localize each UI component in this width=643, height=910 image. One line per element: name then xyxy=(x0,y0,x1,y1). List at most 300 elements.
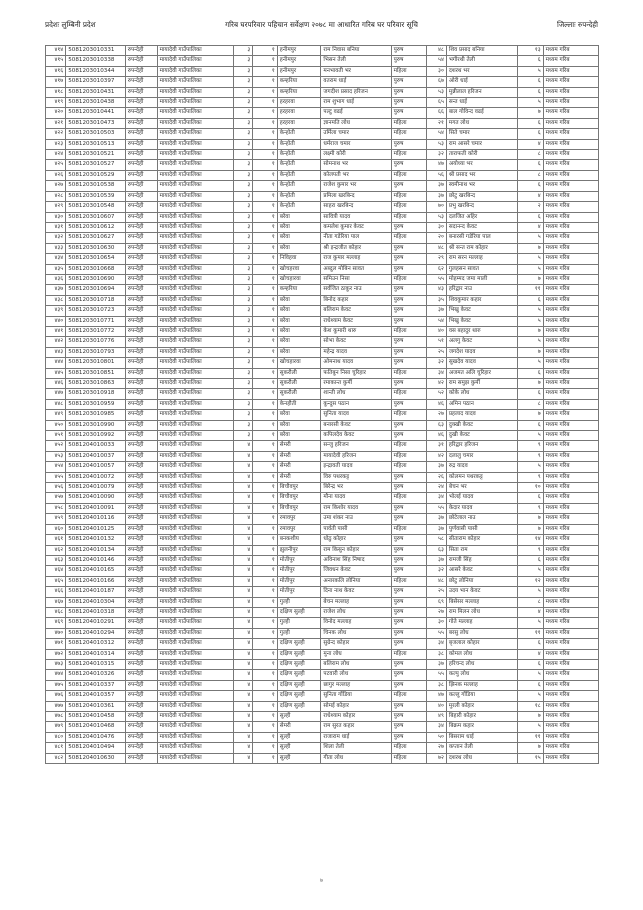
ward-cell: ३ xyxy=(234,389,253,399)
poverty-category-cell: मध्यम गरिब xyxy=(543,87,598,97)
serial-number-cell: ४७२ xyxy=(46,649,66,659)
document-title: गरिब घरपरिवार पहिचान सर्वेक्षण २०७८ मा आधारित गरिब घर परिवार सूचि xyxy=(225,20,418,29)
table-row xyxy=(46,77,599,87)
serial-number-cell: ४६६ xyxy=(46,587,66,597)
serial-number-cell: ४४२ xyxy=(46,337,66,347)
table-row xyxy=(46,222,599,232)
household-id-cell: 5081204010312 xyxy=(66,639,126,649)
village-cell: बरेवा xyxy=(277,316,321,326)
household-id-cell: 5081204010125 xyxy=(66,524,126,534)
sub-ward-cell: १ xyxy=(253,524,277,534)
municipality-cell: मायादेवी गाउँपालिका xyxy=(157,420,234,430)
municipality-cell: मायादेवी गाउँपालिका xyxy=(157,306,234,316)
family-size-cell: ७ xyxy=(518,326,544,336)
municipality-cell: मायादेवी गाउँपालिका xyxy=(157,108,234,118)
household-id-cell: 5081204010033 xyxy=(66,441,126,451)
municipality-cell: मायादेवी गाउँपालिका xyxy=(157,670,234,680)
district-cell: रुपन्देही xyxy=(125,98,157,108)
serial-number-cell: ४८० xyxy=(46,732,66,742)
ward-cell: ४ xyxy=(234,649,253,659)
household-id-cell: 5081203010338 xyxy=(66,56,126,66)
ward-cell: ३ xyxy=(234,129,253,139)
ward-cell: ४ xyxy=(234,503,253,513)
poverty-category-cell: मध्यम गरिब xyxy=(543,607,598,617)
ward-cell: ४ xyxy=(234,680,253,690)
head-name-cell: लक्ष्मी कोरी xyxy=(321,150,391,160)
table-row xyxy=(46,212,599,222)
family-size-cell: ७ xyxy=(518,108,544,118)
district-cell: रुपन्देही xyxy=(125,56,157,66)
ward-cell: ३ xyxy=(234,274,253,284)
gender-cell: महिला xyxy=(391,410,426,420)
province-label: प्रदेशः लुम्बिनी प्रदेश xyxy=(45,20,96,29)
gender-cell: पुरुष xyxy=(391,639,426,649)
family-size-cell: ९ xyxy=(518,451,544,461)
household-id-cell: 5081203010612 xyxy=(66,222,126,232)
head-name-cell: इन्द्रावती यादव xyxy=(321,462,391,472)
serial-number-cell: ४६४ xyxy=(46,566,66,576)
household-id-cell: 5081203010521 xyxy=(66,150,126,160)
serial-number-cell: ४७९ xyxy=(46,722,66,732)
serial-number-cell: ४७७ xyxy=(46,701,66,711)
age-cell: २० xyxy=(426,233,446,243)
ward-cell: ४ xyxy=(234,732,253,742)
age-cell: ६९ xyxy=(426,597,446,607)
sub-ward-cell: १ xyxy=(253,493,277,503)
age-cell: ३७ xyxy=(426,191,446,201)
gender-cell: पुरुष xyxy=(391,420,426,430)
household-id-cell: 5081204010166 xyxy=(66,576,126,586)
poverty-category-cell: मध्यम गरिब xyxy=(543,743,598,753)
gender-cell: पुरुष xyxy=(391,108,426,118)
guardian-name-cell: भगीरथी तेली xyxy=(446,56,517,66)
poverty-category-cell: मध्यम गरिब xyxy=(543,295,598,305)
poverty-category-cell: मध्यम गरिब xyxy=(543,150,598,160)
village-cell: मोतीपुर xyxy=(277,566,321,576)
village-cell: सुल्ही xyxy=(277,732,321,742)
guardian-name-cell: बिसराम धाई xyxy=(446,732,517,742)
gender-cell: महिला xyxy=(391,274,426,284)
gender-cell: पुरुष xyxy=(391,555,426,565)
table-row xyxy=(46,181,599,191)
serial-number-cell: ४३६ xyxy=(46,274,66,284)
poverty-category-cell: मध्यम गरिब xyxy=(543,56,598,66)
gender-cell: पुरुष xyxy=(391,46,426,56)
poverty-category-cell: मध्यम गरिब xyxy=(543,77,598,87)
family-size-cell: ५ xyxy=(518,431,544,441)
table-row xyxy=(46,46,599,56)
head-name-cell: ज्ञानमति लोध xyxy=(321,118,391,128)
district-cell: रुपन्देही xyxy=(125,87,157,97)
gender-cell: पुरुष xyxy=(391,514,426,524)
village-cell: केन्होती xyxy=(277,170,321,180)
household-id-cell: 5081204010079 xyxy=(66,483,126,493)
age-cell: ५० xyxy=(426,732,446,742)
ward-cell: ४ xyxy=(234,618,253,628)
municipality-cell: मायादेवी गाउँपालिका xyxy=(157,462,234,472)
district-cell: रुपन्देही xyxy=(125,285,157,295)
poverty-category-cell: मध्यम गरिब xyxy=(543,264,598,274)
sub-ward-cell: १ xyxy=(253,66,277,76)
age-cell: ५५ xyxy=(426,628,446,638)
ward-cell: ३ xyxy=(234,108,253,118)
ward-cell: ४ xyxy=(234,670,253,680)
sub-ward-cell: १ xyxy=(253,483,277,493)
table-row xyxy=(46,129,599,139)
household-id-cell: 5081203010776 xyxy=(66,337,126,347)
table-row xyxy=(46,274,599,284)
table-row xyxy=(46,56,599,66)
ward-cell: ४ xyxy=(234,607,253,617)
age-cell: ४९ xyxy=(426,712,446,722)
table-row xyxy=(46,233,599,243)
village-cell: हरहरवा xyxy=(277,118,321,128)
gender-cell: पुरुष xyxy=(391,659,426,669)
ward-cell: ४ xyxy=(234,639,253,649)
gender-cell: पुरुष xyxy=(391,139,426,149)
poverty-category-cell: मध्यम गरिब xyxy=(543,233,598,243)
poverty-category-cell: मध्यम गरिब xyxy=(543,514,598,524)
household-id-cell: 5081204010294 xyxy=(66,628,126,638)
serial-number-cell: ४५९ xyxy=(46,514,66,524)
head-name-cell: उमा शंकर नाउ xyxy=(321,514,391,524)
sub-ward-cell: १ xyxy=(253,358,277,368)
age-cell: ३४ xyxy=(426,368,446,378)
head-name-cell: समिउन निसा xyxy=(321,274,391,284)
ward-cell: ३ xyxy=(234,316,253,326)
district-cell: रुपन्देही xyxy=(125,316,157,326)
guardian-name-cell: भोलई यादव xyxy=(446,493,517,503)
gender-cell: पुरुष xyxy=(391,431,426,441)
family-size-cell: १८ xyxy=(518,701,544,711)
serial-number-cell: ४२२ xyxy=(46,129,66,139)
household-id-cell: 5081204010337 xyxy=(66,680,126,690)
poverty-category-cell: मध्यम गरिब xyxy=(543,243,598,253)
sub-ward-cell: १ xyxy=(253,233,277,243)
serial-number-cell: ४७८ xyxy=(46,712,66,722)
sub-ward-cell: १ xyxy=(253,243,277,253)
municipality-cell: मायादेवी गाउँपालिका xyxy=(157,46,234,56)
district-cell: रुपन्देही xyxy=(125,108,157,118)
gender-cell: पुरुष xyxy=(391,472,426,482)
age-cell: ५१ xyxy=(426,337,446,347)
head-name-cell: उर्मिला चमार xyxy=(321,129,391,139)
serial-number-cell: ४२३ xyxy=(46,139,66,149)
table-row xyxy=(46,462,599,472)
guardian-name-cell: केदार यादव xyxy=(446,503,517,513)
serial-number-cell: ४४९ xyxy=(46,410,66,420)
head-name-cell: अविनाश सिंह निषाद xyxy=(321,555,391,565)
district-cell: रुपन्देही xyxy=(125,274,157,284)
gender-cell: पुरुष xyxy=(391,347,426,357)
poverty-category-cell: मध्यम गरिब xyxy=(543,555,598,565)
village-cell: दक्षिण सुल्ही xyxy=(277,607,321,617)
head-name-cell: सोमई कोहार xyxy=(321,701,391,711)
ward-cell: ४ xyxy=(234,576,253,586)
household-id-cell: 5081203010801 xyxy=(66,358,126,368)
district-cell: रुपन्देही xyxy=(125,212,157,222)
table-body xyxy=(46,46,599,764)
household-id-cell: 5081203010548 xyxy=(66,202,126,212)
municipality-cell: मायादेवी गाउँपालिका xyxy=(157,181,234,191)
age-cell: ३८ xyxy=(426,649,446,659)
gender-cell: पुरुष xyxy=(391,618,426,628)
household-id-cell: 5081204010057 xyxy=(66,462,126,472)
poverty-category-cell: मध्यम गरिब xyxy=(543,347,598,357)
sub-ward-cell: १ xyxy=(253,212,277,222)
serial-number-cell: ४७० xyxy=(46,628,66,638)
head-name-cell: फतिबुन निसा चुरिहार xyxy=(321,368,391,378)
age-cell: ३७ xyxy=(426,306,446,316)
household-id-cell: 5081203010607 xyxy=(66,212,126,222)
poverty-category-cell: मध्यम गरिब xyxy=(543,337,598,347)
sub-ward-cell: १ xyxy=(253,202,277,212)
village-cell: सुकरौली xyxy=(277,368,321,378)
age-cell: ३७ xyxy=(426,659,446,669)
guardian-name-cell: दशरथ भर xyxy=(446,66,517,76)
sub-ward-cell: १ xyxy=(253,118,277,128)
gender-cell: पुरुष xyxy=(391,285,426,295)
village-cell: केनहौती xyxy=(277,399,321,409)
municipality-cell: मायादेवी गाउँपालिका xyxy=(157,566,234,576)
age-cell: ४६ xyxy=(426,399,446,409)
family-size-cell: ५ xyxy=(518,618,544,628)
household-id-cell: 5081203010654 xyxy=(66,254,126,264)
municipality-cell: मायादेवी गाउँपालिका xyxy=(157,545,234,555)
ward-cell: ३ xyxy=(234,98,253,108)
family-size-cell: २ xyxy=(518,202,544,212)
district-cell: रुपन्देही xyxy=(125,399,157,409)
serial-number-cell: ४३१ xyxy=(46,222,66,232)
head-name-cell: बलिराम केवट xyxy=(321,306,391,316)
age-cell: ४६ xyxy=(426,431,446,441)
village-cell: सुकरौली xyxy=(277,379,321,389)
district-cell: रुपन्देही xyxy=(125,420,157,430)
municipality-cell: मायादेवी गाउँपालिका xyxy=(157,129,234,139)
family-size-cell: ६ xyxy=(518,389,544,399)
poverty-category-cell: मध्यम गरिब xyxy=(543,587,598,597)
ward-cell: ३ xyxy=(234,337,253,347)
household-id-cell: 5081203010344 xyxy=(66,66,126,76)
family-size-cell: ५ xyxy=(518,670,544,680)
serial-number-cell: ४५४ xyxy=(46,462,66,472)
household-id-cell: 5081204010315 xyxy=(66,659,126,669)
district-cell: रुपन्देही xyxy=(125,462,157,472)
poverty-category-cell: मध्यम गरिब xyxy=(543,389,598,399)
family-size-cell: ७ xyxy=(518,347,544,357)
head-name-cell: पटवारी लोध xyxy=(321,670,391,680)
village-cell: मोतीपुर xyxy=(277,587,321,597)
age-cell: ७० xyxy=(426,202,446,212)
sub-ward-cell: १ xyxy=(253,56,277,66)
district-cell: रुपन्देही xyxy=(125,150,157,160)
family-size-cell: ६ xyxy=(518,639,544,649)
village-cell: कम्हरिया xyxy=(277,77,321,87)
guardian-name-cell: ताराफती कोरी xyxy=(446,150,517,160)
gender-cell: पुरुष xyxy=(391,306,426,316)
guardian-name-cell: शिवकुमार कहार xyxy=(446,295,517,305)
serial-number-cell: ४२५ xyxy=(46,160,66,170)
gender-cell: पुरुष xyxy=(391,670,426,680)
household-id-cell: 5081204010291 xyxy=(66,618,126,628)
table-row xyxy=(46,659,599,669)
head-name-cell: सोमनाथ भर xyxy=(321,160,391,170)
guardian-name-cell: बिक्रम कहार xyxy=(446,722,517,732)
serial-number-cell: ४४० xyxy=(46,316,66,326)
family-size-cell: ८ xyxy=(518,399,544,409)
district-cell: रुपन्देही xyxy=(125,545,157,555)
sub-ward-cell: १ xyxy=(253,347,277,357)
gender-cell: पुरुष xyxy=(391,222,426,232)
table-row xyxy=(46,326,599,336)
guardian-name-cell: अमिन पठान xyxy=(446,399,517,409)
family-size-cell: ५ xyxy=(518,337,544,347)
poverty-category-cell: मध्यम गरिब xyxy=(543,670,598,680)
village-cell: गुल्ही xyxy=(277,628,321,638)
guardian-name-cell: गुलहसन सावत xyxy=(446,264,517,274)
guardian-name-cell: रामजी सिंह xyxy=(446,555,517,565)
guardian-name-cell: राम समुझ कुर्मी xyxy=(446,379,517,389)
ward-cell: ३ xyxy=(234,420,253,430)
family-size-cell: ९ xyxy=(518,441,544,451)
municipality-cell: मायादेवी गाउँपालिका xyxy=(157,659,234,669)
serial-number-cell: ४५० xyxy=(46,420,66,430)
village-cell: सेमरी xyxy=(277,451,321,461)
guardian-name-cell: मुरली कोहार xyxy=(446,701,517,711)
serial-number-cell: ४३३ xyxy=(46,243,66,253)
guardian-name-cell: गोते मल्लाह xyxy=(446,618,517,628)
household-id-cell: 5081203010668 xyxy=(66,264,126,274)
table-row xyxy=(46,639,599,649)
municipality-cell: मायादेवी गाउँपालिका xyxy=(157,691,234,701)
poverty-category-cell: मध्यम गरिब xyxy=(543,462,598,472)
household-id-cell: 5081204010132 xyxy=(66,535,126,545)
district-cell: रुपन्देही xyxy=(125,295,157,305)
village-cell: रमावपुर xyxy=(277,514,321,524)
gender-cell: महिला xyxy=(391,524,426,534)
head-name-cell: अनारकलि लोनिया xyxy=(321,576,391,586)
head-name-cell: ओमनाथ यादव xyxy=(321,358,391,368)
village-cell: खोचहारवा xyxy=(277,358,321,368)
table-row xyxy=(46,597,599,607)
family-size-cell: ६ xyxy=(518,212,544,222)
gender-cell: महिला xyxy=(391,441,426,451)
serial-number-cell: ४६० xyxy=(46,524,66,534)
age-cell: २१ xyxy=(426,118,446,128)
gender-cell: पुरुष xyxy=(391,566,426,576)
gender-cell: महिला xyxy=(391,691,426,701)
guardian-name-cell: उदय भान केवट xyxy=(446,587,517,597)
gender-cell: महिला xyxy=(391,451,426,461)
gender-cell: महिला xyxy=(391,493,426,503)
head-name-cell: बेचन मल्लाह xyxy=(321,597,391,607)
age-cell: ४८ xyxy=(426,243,446,253)
guardian-name-cell: कोलमन पथरकट्ट xyxy=(446,472,517,482)
family-size-cell: ११ xyxy=(518,285,544,295)
family-size-cell: ४ xyxy=(518,222,544,232)
head-name-cell: मुना लोध xyxy=(321,649,391,659)
age-cell: ५५ xyxy=(426,670,446,680)
household-id-cell: 5081204010146 xyxy=(66,555,126,565)
age-cell: ३० xyxy=(426,222,446,232)
poverty-category-cell: मध्यम गरिब xyxy=(543,160,598,170)
household-id-cell: 5081204010630 xyxy=(66,753,126,763)
village-cell: केन्होती xyxy=(277,139,321,149)
village-cell: बरेवा xyxy=(277,420,321,430)
household-id-cell: 5081204010165 xyxy=(66,566,126,576)
ward-cell: ४ xyxy=(234,535,253,545)
municipality-cell: मायादेवी गाउँपालिका xyxy=(157,701,234,711)
family-size-cell: ६ xyxy=(518,680,544,690)
municipality-cell: मायादेवी गाउँपालिका xyxy=(157,316,234,326)
serial-number-cell: ४५१ xyxy=(46,431,66,441)
poverty-category-cell: मध्यम गरिब xyxy=(543,431,598,441)
gender-cell: पुरुष xyxy=(391,56,426,66)
ward-cell: ४ xyxy=(234,628,253,638)
guardian-name-cell: स्वमीनाथ भर xyxy=(446,181,517,191)
serial-number-cell: ४३८ xyxy=(46,295,66,305)
sub-ward-cell: १ xyxy=(253,441,277,451)
guardian-name-cell: राम आसरे चमार xyxy=(446,139,517,149)
municipality-cell: मायादेवी गाउँपालिका xyxy=(157,639,234,649)
age-cell: २७ xyxy=(426,607,446,617)
table-row xyxy=(46,87,599,97)
family-size-cell: ७ xyxy=(518,524,544,534)
table-row xyxy=(46,524,599,534)
village-cell: बिचौवपुर xyxy=(277,503,321,513)
village-cell: सुल्ही xyxy=(277,712,321,722)
family-size-cell: ५ xyxy=(518,462,544,472)
household-id-cell: 5081204010314 xyxy=(66,649,126,659)
head-name-cell: राम सुरत कहार xyxy=(321,722,391,732)
municipality-cell: मायादेवी गाउँपालिका xyxy=(157,326,234,336)
ward-cell: ४ xyxy=(234,524,253,534)
district-cell: रुपन्देही xyxy=(125,118,157,128)
ward-cell: ४ xyxy=(234,566,253,576)
age-cell: ५३ xyxy=(426,139,446,149)
ward-cell: ३ xyxy=(234,160,253,170)
village-cell: सुकरौली xyxy=(277,389,321,399)
guardian-name-cell: अजमत अलि चुरिहार xyxy=(446,368,517,378)
village-cell: केन्होती xyxy=(277,129,321,139)
table-row xyxy=(46,576,599,586)
ward-cell: ४ xyxy=(234,493,253,503)
ward-cell: ३ xyxy=(234,118,253,128)
ward-cell: ३ xyxy=(234,233,253,243)
sub-ward-cell: १ xyxy=(253,462,277,472)
family-size-cell: ७ xyxy=(518,712,544,722)
district-cell: रुपन्देही xyxy=(125,451,157,461)
sub-ward-cell: १ xyxy=(253,587,277,597)
table-row xyxy=(46,118,599,128)
guardian-name-cell: दुक्खी केवट xyxy=(446,420,517,430)
municipality-cell: मायादेवी गाउँपालिका xyxy=(157,285,234,295)
household-id-cell: 5081204010116 xyxy=(66,514,126,524)
district-cell: रुपन्देही xyxy=(125,628,157,638)
sub-ward-cell: १ xyxy=(253,628,277,638)
family-size-cell: ९ xyxy=(518,503,544,513)
municipality-cell: मायादेवी गाउँपालिका xyxy=(157,587,234,597)
ward-cell: ४ xyxy=(234,587,253,597)
guardian-name-cell: छोटु लोनिया xyxy=(446,576,517,586)
serial-number-cell: ४५६ xyxy=(46,483,66,493)
district-cell: रुपन्देही xyxy=(125,326,157,336)
ward-cell: ३ xyxy=(234,202,253,212)
district-cell: रुपन्देही xyxy=(125,264,157,274)
guardian-name-cell: वस बहादुर थारु xyxy=(446,326,517,336)
municipality-cell: मायादेवी गाउँपालिका xyxy=(157,150,234,160)
village-cell: बनकशीय xyxy=(277,535,321,545)
